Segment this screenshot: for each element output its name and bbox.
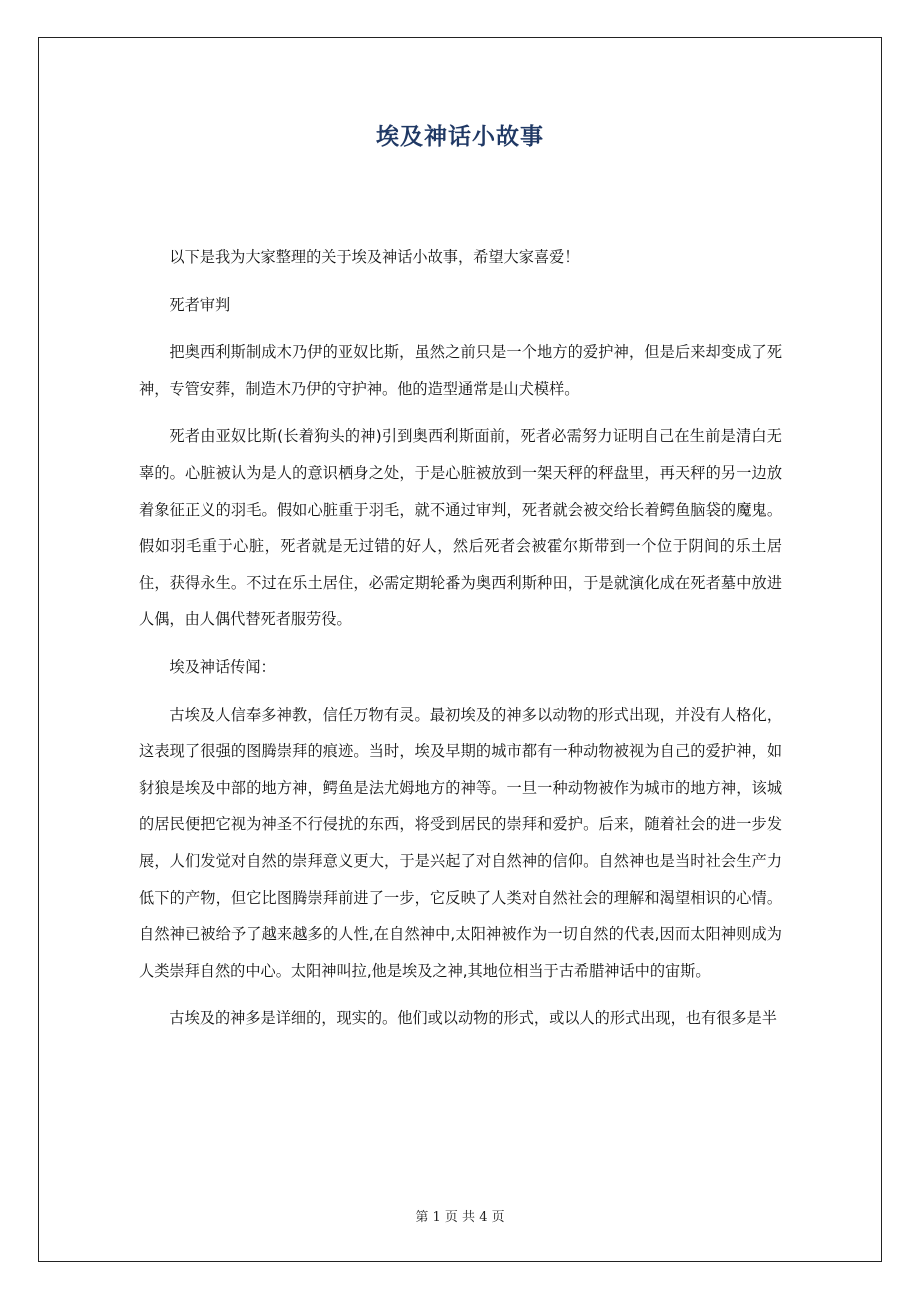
document-title: 埃及神话小故事	[376, 124, 544, 150]
body-paragraph: 古埃及人信奉多神教，信任万物有灵。最初埃及的神多以动物的形式出现，并没有人格化，这表现了很强的图腾崇拜的痕迹。当时，埃及早期的城市都有一种动物被视为自己的爱护神，如豺狼是埃及中部的地方神，鳄鱼是法尤姆地方的神等。一旦一种动物被作为城市的地方神，该城的居民便把它视为神圣不行侵扰的东西，将受到居民的崇拜和爱护。后来，随着社会的进一步发展，人们发觉对自然的崇拜意义更大，于是兴起了对自然神的信仰。自然神也是当时社会生产力低下的产物，但它比图腾崇拜前进了一步，它反映了人类对自然社会的理解和渴望相识的心情。自然神已被给予了越来越多的人性,在自然神中,太阳神被作为一切自然的代表,因而太阳神则成为人类崇拜自然的中心。太阳神叫拉,他是埃及之神,其地位相当于古希腊神话中的宙斯。	[139, 705, 782, 980]
section-heading-legends: 埃及神话传闻：	[169, 657, 276, 676]
body-paragraph: 古埃及的神多是详细的，现实的。他们或以动物的形式，或以人的形式出现，也有很多是半	[169, 1009, 777, 1028]
body-paragraph: 把奥西利斯制成木乃伊的亚奴比斯，虽然之前只是一个地方的爱护神，但是后来却变成了死神，专管安葬，制造木乃伊的守护神。他的造型通常是山犬模样。	[139, 343, 782, 398]
body-paragraph: 死者由亚奴比斯(长着狗头的神)引到奥西利斯面前，死者必需努力证明自己在生前是清白无辜的。心脏被认为是人的意识栖身之处，于是心脏被放到一架天秤的秤盘里，再天秤的另一边放着象征正义的羽毛。假如心脏重于羽毛，就不通过审判，死者就会被交给长着鳄鱼脑袋的魔鬼。假如羽毛重于心脏，死者就是无过错的好人，然后死者会被霍尔斯带到一个位于阴间的乐土居住，获得永生。不过在乐土居住，必需定期轮番为奥西利斯种田，于是就演化成在死者墓中放进人偶，由人偶代替死者服劳役。	[139, 427, 782, 629]
section-heading-judgment: 死者审判	[169, 295, 231, 314]
intro-paragraph: 以下是我为大家整理的关于埃及神话小故事，希望大家喜爱！	[169, 248, 580, 266]
document-body	[139, 239, 782, 1048]
page-footer: 第 1 页 共 4 页	[415, 1210, 505, 1225]
